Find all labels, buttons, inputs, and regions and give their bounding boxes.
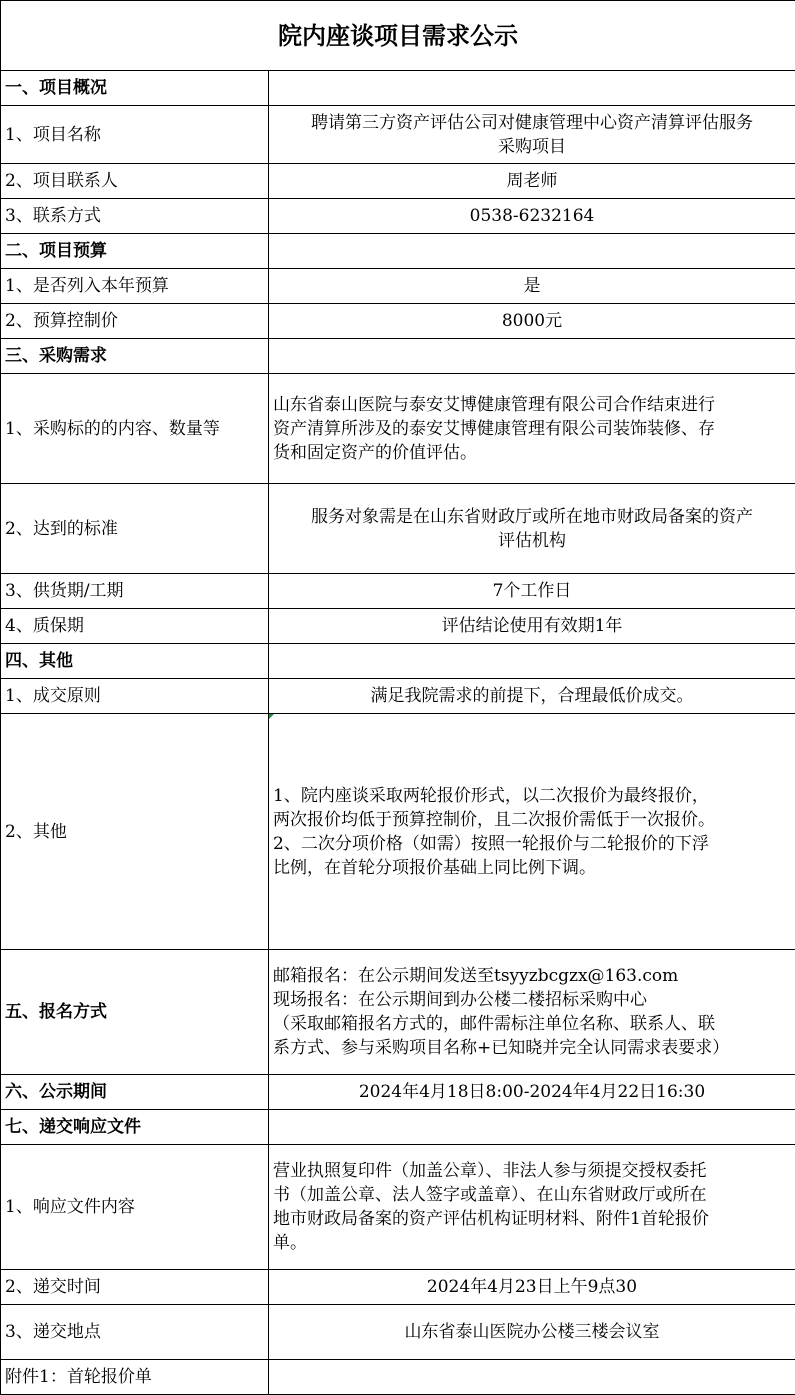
table-row-other-terms bbox=[1, 714, 795, 950]
row-value: 0538-6232164 bbox=[269, 199, 795, 234]
row-label: 3、联系方式 bbox=[1, 199, 269, 234]
table-row-submission-time bbox=[1, 1270, 795, 1305]
section-label: 四、其他 bbox=[1, 644, 269, 679]
row-value: 满足我院需求的前提下，合理最低价成交。 bbox=[269, 679, 795, 714]
row-value bbox=[269, 950, 795, 1075]
table-row-contact-person bbox=[1, 164, 795, 199]
table-row-in-budget bbox=[1, 269, 795, 304]
value-line: 采购项目 bbox=[273, 135, 791, 159]
row-value bbox=[269, 374, 795, 484]
table-row-submission-place bbox=[1, 1305, 795, 1360]
section-label: 三、采购需求 bbox=[1, 339, 269, 374]
value-line: 书（加盖公章、法人签字或盖章）、在山东省财政厅或所在 bbox=[273, 1183, 791, 1207]
row-value bbox=[269, 484, 795, 574]
value-line: 2、二次分项价格（如需）按照一轮报价与二轮报价的下浮 bbox=[273, 832, 791, 856]
row-value bbox=[269, 714, 795, 950]
section-label: 一、项目概况 bbox=[1, 71, 269, 106]
row-value: 2024年4月18日8:00-2024年4月22日16:30 bbox=[269, 1075, 795, 1110]
row-label: 3、递交地点 bbox=[1, 1305, 269, 1360]
section-label: 六、公示期间 bbox=[1, 1075, 269, 1110]
page-title: 院内座谈项目需求公示 bbox=[1, 1, 795, 71]
value-line: 系方式、参与采购项目名称+已知晓并完全认同需求表要求） bbox=[273, 1036, 791, 1060]
value-line: 地市财政局备案的资产评估机构证明材料、附件1首轮报价 bbox=[273, 1207, 791, 1231]
table-row-project-name bbox=[1, 106, 795, 164]
row-value: 周老师 bbox=[269, 164, 795, 199]
row-value: 8000元 bbox=[269, 304, 795, 339]
table-row-response-contents bbox=[1, 1145, 795, 1270]
row-label: 4、质保期 bbox=[1, 609, 269, 644]
title-row bbox=[1, 1, 795, 71]
value-line: 邮箱报名：在公示期间发送至tsyyzbcgzx@163.com bbox=[273, 964, 791, 988]
row-label: 附件1：首轮报价单 bbox=[1, 1360, 269, 1395]
table-row-warranty bbox=[1, 609, 795, 644]
section-row-submission bbox=[1, 1110, 795, 1145]
section-value bbox=[269, 339, 795, 374]
table-row-standard bbox=[1, 484, 795, 574]
row-label: 1、是否列入本年预算 bbox=[1, 269, 269, 304]
section-row-registration bbox=[1, 950, 795, 1075]
table-row-budget-cap bbox=[1, 304, 795, 339]
value-line: 现场报名：在公示期间到办公楼二楼招标采购中心 bbox=[273, 988, 791, 1012]
row-value: 7个工作日 bbox=[269, 574, 795, 609]
section-value bbox=[269, 234, 795, 269]
value-line: 比例，在首轮分项报价基础上同比例下调。 bbox=[273, 856, 791, 880]
row-value bbox=[269, 106, 795, 164]
value-line: （采取邮箱报名方式的，邮件需标注单位名称、联系人、联 bbox=[273, 1012, 791, 1036]
row-label: 2、预算控制价 bbox=[1, 304, 269, 339]
row-value: 是 bbox=[269, 269, 795, 304]
value-line: 营业执照复印件（加盖公章）、非法人参与须提交授权委托 bbox=[273, 1159, 791, 1183]
section-row-overview bbox=[1, 71, 795, 106]
value-line: 服务对象需是在山东省财政厅或所在地市财政局备案的资产 bbox=[273, 505, 791, 529]
section-value bbox=[269, 71, 795, 106]
section-row-notice-period bbox=[1, 1075, 795, 1110]
value-line: 货和固定资产的价值评估。 bbox=[273, 441, 791, 465]
row-label: 1、成交原则 bbox=[1, 679, 269, 714]
value-line: 两次报价均低于预算控制价，且二次报价需低于一次报价。 bbox=[273, 808, 791, 832]
value-line: 资产清算所涉及的泰安艾博健康管理有限公司装饰装修、存 bbox=[273, 417, 791, 441]
section-label: 二、项目预算 bbox=[1, 234, 269, 269]
row-label: 2、项目联系人 bbox=[1, 164, 269, 199]
section-row-procurement bbox=[1, 339, 795, 374]
row-value: 2024年4月23日上午9点30 bbox=[269, 1270, 795, 1305]
section-value bbox=[269, 1110, 795, 1145]
value-line: 评估机构 bbox=[273, 529, 791, 553]
row-value: 山东省泰山医院办公楼三楼会议室 bbox=[269, 1305, 795, 1360]
table-row-attachment bbox=[1, 1360, 795, 1395]
value-line: 聘请第三方资产评估公司对健康管理中心资产清算评估服务 bbox=[273, 111, 791, 135]
row-label: 1、采购标的的内容、数量等 bbox=[1, 374, 269, 484]
row-label: 1、项目名称 bbox=[1, 106, 269, 164]
table-row-contact-phone bbox=[1, 199, 795, 234]
row-label: 1、响应文件内容 bbox=[1, 1145, 269, 1270]
value-line: 山东省泰山医院与泰安艾博健康管理有限公司合作结束进行 bbox=[273, 393, 791, 417]
table-row-subject-content bbox=[1, 374, 795, 484]
row-value bbox=[269, 1360, 795, 1395]
row-label: 3、供货期/工期 bbox=[1, 574, 269, 609]
table-row-delivery-period bbox=[1, 574, 795, 609]
row-label: 2、递交时间 bbox=[1, 1270, 269, 1305]
value-line: 1、院内座谈采取两轮报价形式，以二次报价为最终报价， bbox=[273, 784, 791, 808]
table-row-award-principle bbox=[1, 679, 795, 714]
row-value bbox=[269, 1145, 795, 1270]
section-row-other bbox=[1, 644, 795, 679]
row-label: 2、达到的标准 bbox=[1, 484, 269, 574]
section-value bbox=[269, 644, 795, 679]
section-label: 七、递交响应文件 bbox=[1, 1110, 269, 1145]
section-label: 五、报名方式 bbox=[1, 950, 269, 1075]
section-row-budget bbox=[1, 234, 795, 269]
value-line: 单。 bbox=[273, 1231, 791, 1255]
row-value: 评估结论使用有效期1年 bbox=[269, 609, 795, 644]
row-label: 2、其他 bbox=[1, 714, 269, 950]
